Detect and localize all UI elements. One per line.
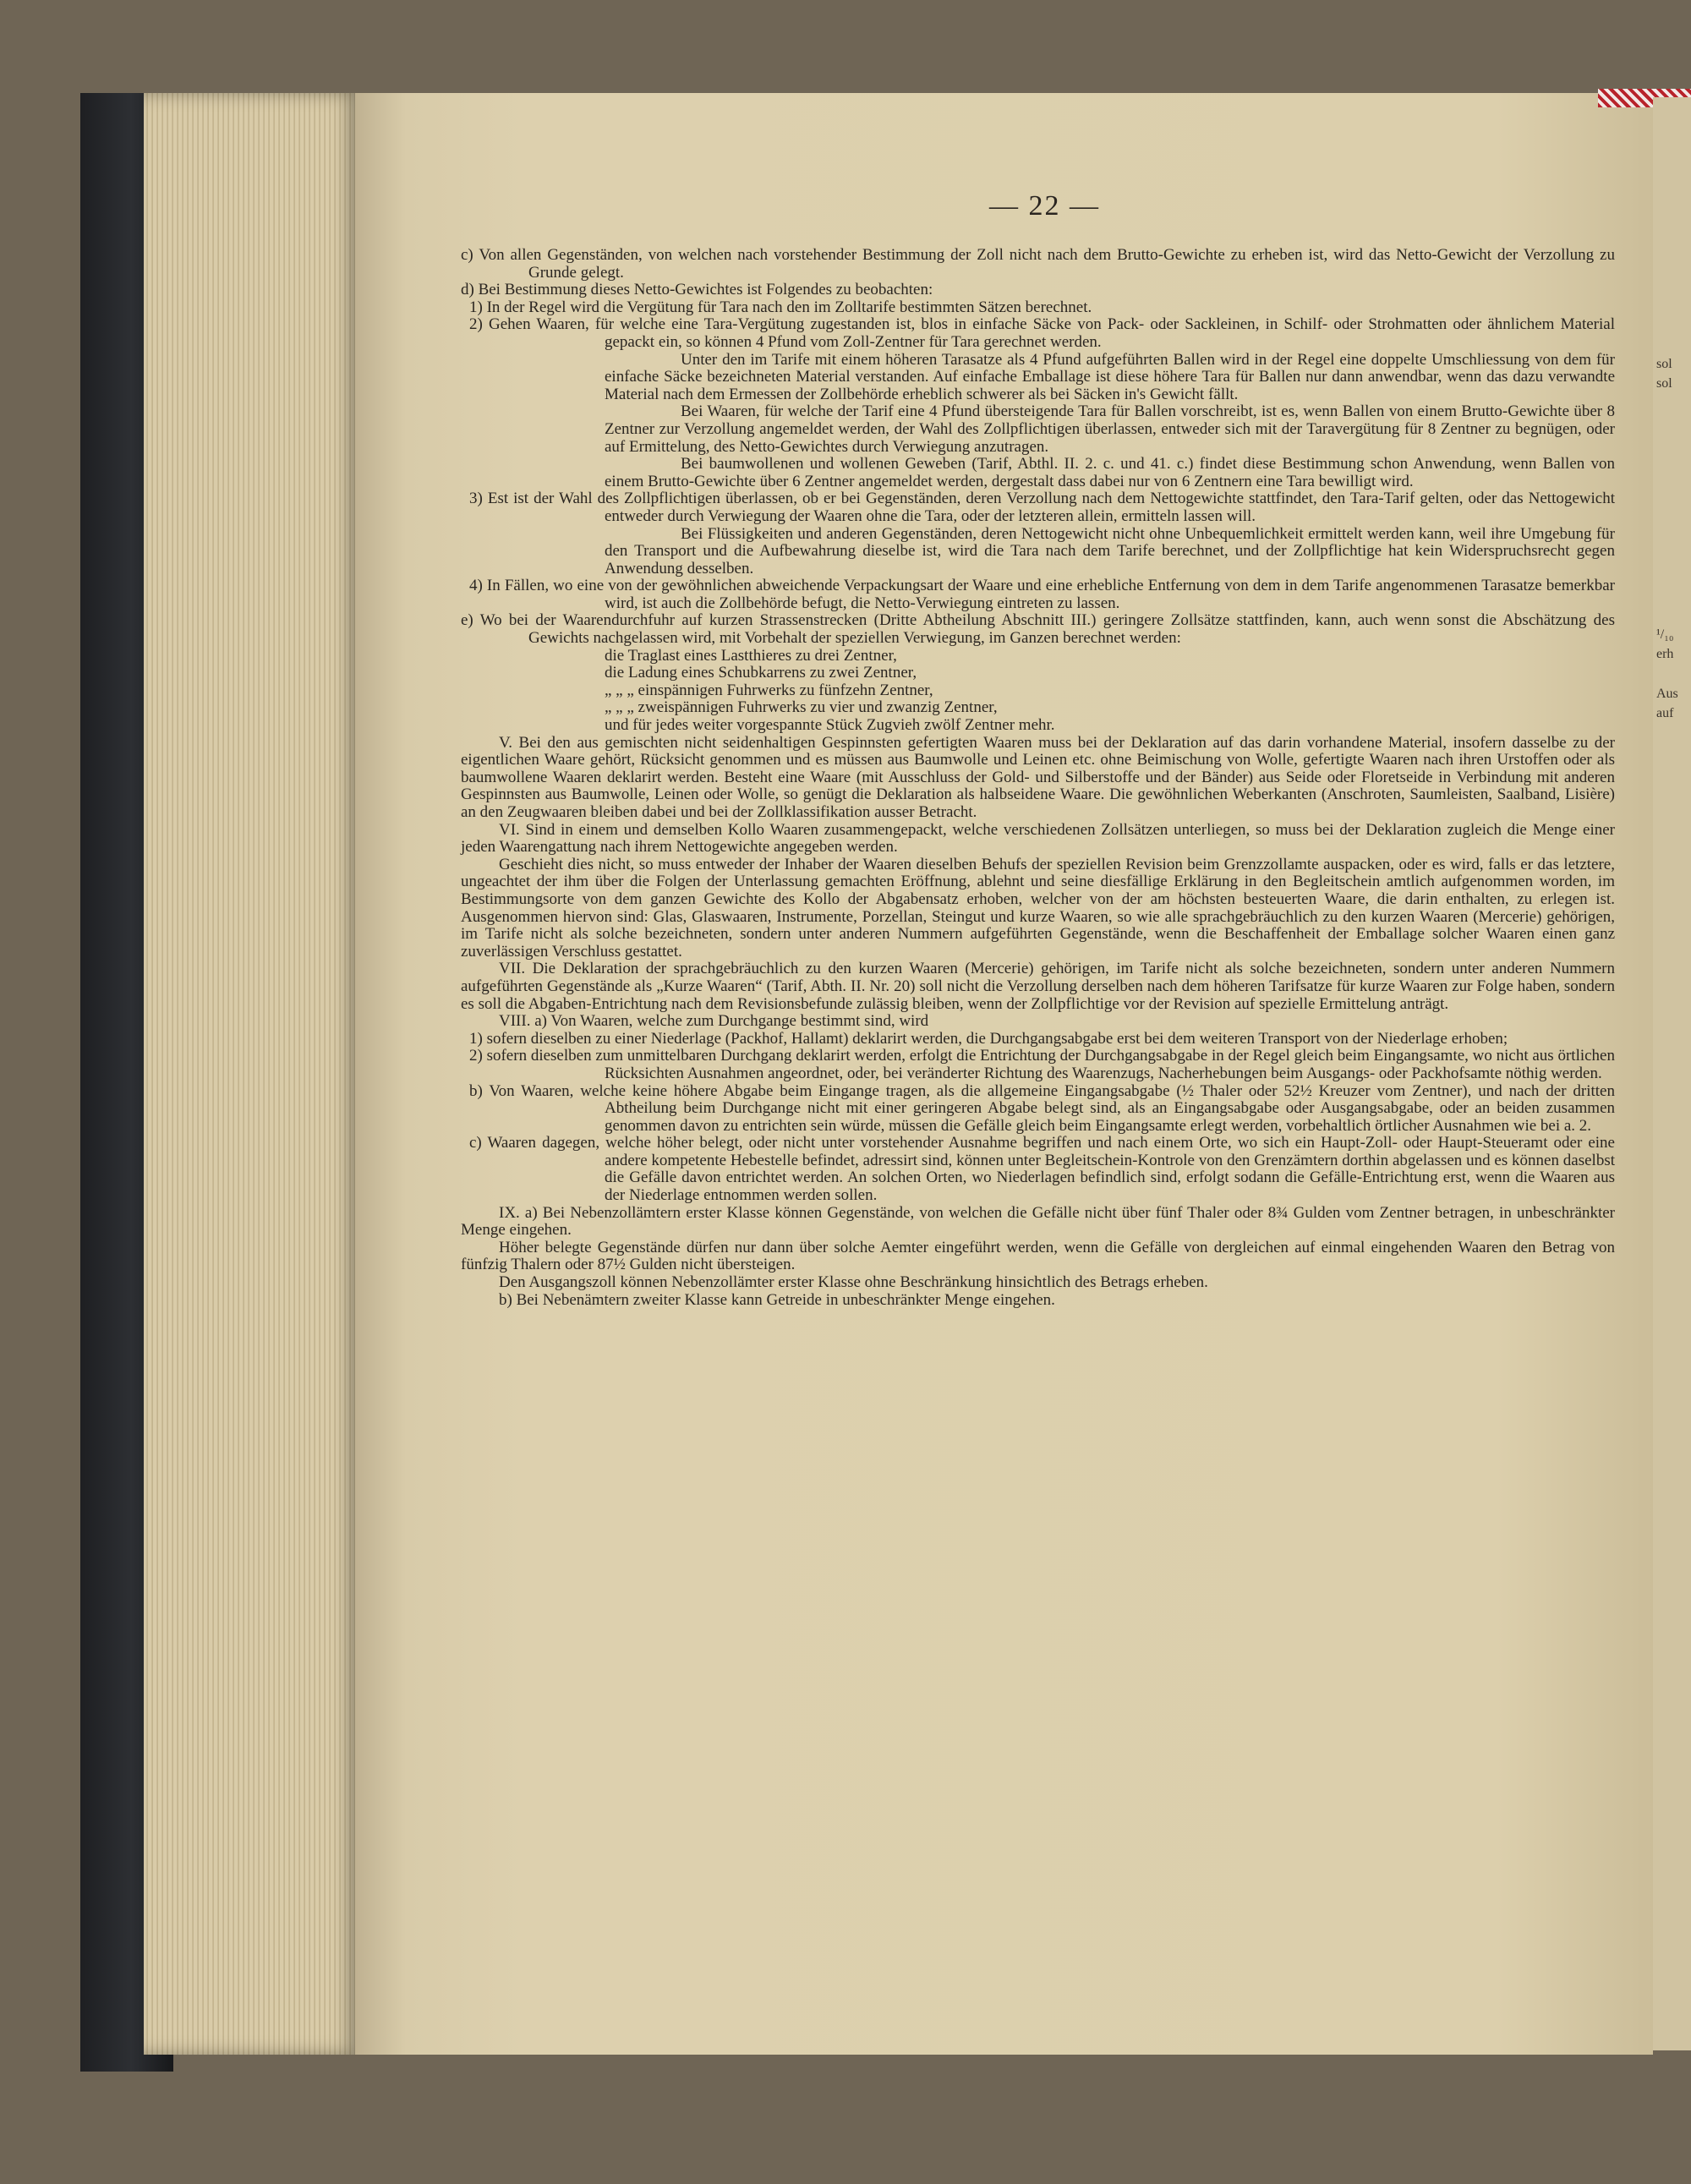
paragraph: d) Bei Bestimmung dieses Netto-Gewichtes ist Folgendes zu beobachten: [461,281,933,299]
next-page-fragment: sol [1656,376,1672,391]
page-body-text [461,247,1615,1309]
adjacent-page-edge [1653,97,1691,2050]
paragraph: und für jedes weiter vorgespannte Stück Zugvieh zwölf Zentner mehr. [605,716,1055,735]
paragraph: 4) In Fällen, wo eine von der gewöhnlichen abweichende Verpackungsart der Waare und eine erhebliche Entfernung von dem in dem Tarife angenommenen Tarasatze bemerkbar wird, ist auch die Zollbehörde befugt, die Netto-Verwiegung eintreten zu lassen. [469,577,1615,612]
paragraph: 3) Est ist der Wahl des Zollpflichtigen überlassen, ob er bei Gegenständen, deren Verzollung nach dem Nettogewichte stattfindet, den Tara-Tarif gelten, oder das Nettogewicht entweder durch Verwiegung der Waaren ohne die Tara, oder der letzteren allein, ermitteln lassen will. [469,490,1615,525]
paragraph: 2) sofern dieselben zum unmittelbaren Durchgang deklarirt werden, erfolgt die Entrichtung der Durchgangsabgabe in der Regel gleich beim Eingangsamte, wo nicht aus örtlichen Rücksichten Ausnahmen angeordnet, oder, bei veränderter Richtung des Waarenzugs, Nacherhebungen beim Ausgangs- oder Packhofsamte nöthig werden. [469,1047,1615,1082]
paragraph: Bei Flüssigkeiten und anderen Gegenständen, deren Nettogewicht nicht ohne Unbequemlichkeit ermittelt werden kann, weil ihre Umgebung für den Transport und die Aufbewahrung dieselbe ist, wird die Tara nach dem Tarife berechnet, und der Zollpflichtige hat kein Widerspruchsrecht gegen Anwendung desselben. [605,524,1615,577]
paragraph: „ „ „ zweispännigen Fuhrwerks zu vier und zwanzig Zentner, [605,698,998,717]
paragraph: „ „ „ einspännigen Fuhrwerks zu fünfzehn Zentner, [605,681,933,699]
paragraph: Bei baumwollenen und wollenen Geweben (Tarif, Abthl. II. 2. c. und 41. c.) findet diese Bestimmung schon Anwendung, wenn Ballen von einem Brutto-Gewichte über 6 Zentner angemeldet werden, dergestalt dass dabei nur von 6 Zentnern eine Tara bewilligt wird. [605,455,1615,490]
paragraph: IX. a) Bei Nebenzollämtern erster Klasse können Gegenstände, von welchen die Gefälle nicht über fünf Thaler oder 8¾ Gulden vom Zentner betragen, in unbeschränkter Menge eingehen. [461,1203,1615,1240]
next-page-fragment: auf [1656,706,1674,720]
paragraph: 1) In der Regel wird die Vergütung für Tara nach den im Zolltarife bestimmten Sätzen berechnet. [469,298,1092,316]
page-edges [144,93,359,2055]
paragraph: Den Ausgangszoll können Nebenzollämter erster Klasse ohne Beschränkung hinsichtlich des Betrags erheben. [499,1273,1208,1292]
paragraph: c) Von allen Gegenständen, von welchen nach vorstehender Bestimmung der Zoll nicht nach dem Brutto-Gewichte zu erheben ist, wird das Netto-Gewicht der Verzollung zu Grunde gelegt. [461,246,1615,282]
next-page-fragment: sol [1656,357,1672,371]
paragraph: die Traglast eines Lastthieres zu drei Zentner, [605,646,897,665]
paragraph: die Ladung eines Schubkarrens zu zwei Zentner, [605,664,917,682]
paragraph: b) Von Waaren, welche keine höhere Abgabe beim Eingange tragen, als die allgemeine Eingangsabgabe (½ Thaler oder 52½ Kreuzer vom Zentner), und nach der dritten Abtheilung beim Durchgange nicht mit einer geringeren Abgabe belegt sind, als an Eingangsabgabe oder Ausgangsabgabe, oder an beiden zusammen genommen davon zu entrichten sein würde, müssen die Gefälle gleich beim Eingangsamte erlegt werden, vorbehaltlich örtlicher Ausnahmen wie bei a. 2. [469,1081,1615,1135]
next-page-fragment: Aus [1656,687,1678,701]
paragraph: b) Bei Nebenämtern zweiter Klasse kann Getreide in unbeschränkter Menge eingehen. [499,1290,1055,1309]
paragraph: VIII. a) Von Waaren, welche zum Durchgange bestimmt sind, wird [499,1012,929,1031]
paragraph: Unter den im Tarife mit einem höheren Tarasatze als 4 Pfund aufgeführten Ballen wird in der Regel eine doppelte Umschliessung von dem für einfache Säcke bezeichneten Material verstanden. Auf einfache Emballage ist diese höhere Tara für Ballen nur dann anwendbar, wenn das dazu verwandte Material nach dem Ermessen der Zollbehörde erheblich schwerer als bei Säcken in's Gewicht fällt. [605,350,1615,403]
next-page-fragment: ¹/₁₀ [1656,627,1674,642]
paragraph: e) Wo bei der Waarendurchfuhr auf kurzen Strassenstrecken (Dritte Abtheilung Abschnitt III.) geringere Zollsätze stattfinden, kann, auch wenn sonst die Abschätzung des Gewichts nachgelassen wird, mit Vorbehalt der speziellen Verwiegung, im Ganzen berechnet werden: [461,611,1615,648]
page-number: — 22 — [989,190,1100,222]
paragraph: VI. Sind in einem und demselben Kollo Waaren zusammengepackt, welche verschiedenen Zollsätzen unterliegen, so muss bei der Deklaration zugleich die Menge einer jeden Waarengattung nach ihrem Nettogewichte angegeben werden. [461,820,1615,857]
paragraph: Geschieht dies nicht, so muss entweder der Inhaber der Waaren dieselben Behufs der speziellen Revision beim Grenzzollamte auspacken, oder es wird, falls er das letztere, ungeachtet der ihm über die Folgen der Unterlassung gemachten Eröffnung, ablehnt und seine diesfällige Erklärung in den Begleitschein amtlich aufgenommen worden, im Bestimmungsorte von dem ganzen Gewichte des Kollo der Abgabensatz erhoben, welcher von der am höchsten besteuerten Waare, die darin enthalten, zu erlegen ist. Ausgenommen hiervon sind: Glas, Glaswaaren, Instrumente, Porzellan, Steingut und kurze Waaren, so wie alle sprachgebräuchlich zu den kurzen Waaren (Mercerie) gehörigen, im Tarife nicht als solche bezeichneten, sondern unter anderen Nummern aufgeführten Gegenstände, wenn die Beschaffenheit der Emballage solcher Waaren einen ganz zuverlässigen Verschluss gestattet. [461,855,1615,961]
paragraph: V. Bei den aus gemischten nicht seidenhaltigen Gespinnsten gefertigten Waaren muss bei der Deklaration auf das darin vorhandene Material, insofern dasselbe zu der eigentlichen Waare gehört, Rücksicht genommen und es müssen aus Baumwolle und Leinen etc. ohne Beimischung von Wolle, gefertigte Waaren nach ihren Urstoffen oder als baumwollene Waaren deklarirt werden. Besteht eine Waare (mit Ausschluss der Gold- und Silberstoffe und der Bänder) aus Seide oder Floretseide in Verbindung mit anderen Gespinnsten aus Baumwolle, Leinen oder Wolle, so genügt die Deklaration als halbseidene Waare. Die gewöhnlichen Weberkanten (Anschroten, Saumleisten, Saalband, Lisière) an den Zeugwaaren bleiben dabei und bei der Zollklassifikation ausser Betracht. [461,733,1615,821]
paragraph: VII. Die Deklaration der sprachgebräuchlich zu den kurzen Waaren (Mercerie) gehörigen, im Tarife nicht als solche bezeichneten, sondern unter anderen Nummern aufgeführten Gegenstände als „Kurze Waaren“ (Tarif, Abth. II. Nr. 20) soll nicht die Verzollung derselben nach dem höheren Tarifsatze für kurze Waaren zur Folge haben, sondern es soll die Abgaben-Entrichtung nach dem Revisionsbefunde zulässig bleiben, wenn der Zollpflichtige vor der Revision auf spezielle Ermittelung anträgt. [461,960,1615,1013]
next-page-fragment: erh [1656,647,1674,661]
paragraph: c) Waaren dagegen, welche höher belegt, oder nicht unter vorstehender Ausnahme begriffen und nach einem Orte, wo sich ein Haupt-Zoll- oder Haupt-Steueramt oder eine andere kompetente Hebestelle befindet, adressirt sind, können unter Begleitschein-Kontrole von den Grenzämtern dorthin abgelassen und es können daselbst die Gefälle davon entrichtet werden. An solchen Orten, wo Niederlagen befindlich sind, erfolgt sodann die Gefälle-Entrichtung erst, wenn die Waaren aus der Niederlage entnommen werden sollen. [469,1134,1615,1205]
paragraph: 2) Gehen Waaren, für welche eine Tara-Vergütung zugestanden ist, blos in einfache Säcke von Pack- oder Sackleinen, in Schilf- oder Strohmatten oder ähnlichem Material gepackt ein, so können 4 Pfund vom Zoll-Zentner für Tara gerechnet werden. [469,315,1615,351]
paragraph: Bei Waaren, für welche der Tarif eine 4 Pfund übersteigende Tara für Ballen vorschreibt, ist es, wenn Ballen von einem Brutto-Gewichte über 8 Zentner zur Verzollung angemeldet werden, der Wahl des Zollpflichtigen überlassen, entweder sich mit der Taravergütung für 8 Zentner zu begnügen, oder auf Ermittelung, des Netto-Gewichtes durch Verwiegung anzutragen. [605,402,1615,456]
paragraph: Höher belegte Gegenstände dürfen nur dann über solche Aemter eingeführt werden, wenn die Gefälle von dergleichen auf einmal eingehenden Waaren den Betrag von fünfzig Thalern oder 87½ Gulden nicht übersteigen. [461,1238,1615,1274]
paragraph: 1) sofern dieselben zu einer Niederlage (Packhof, Hallamt) deklarirt werden, die Durchgangsabgabe erst bei dem weiteren Transport von der Niederlage erhoben; [469,1029,1508,1048]
